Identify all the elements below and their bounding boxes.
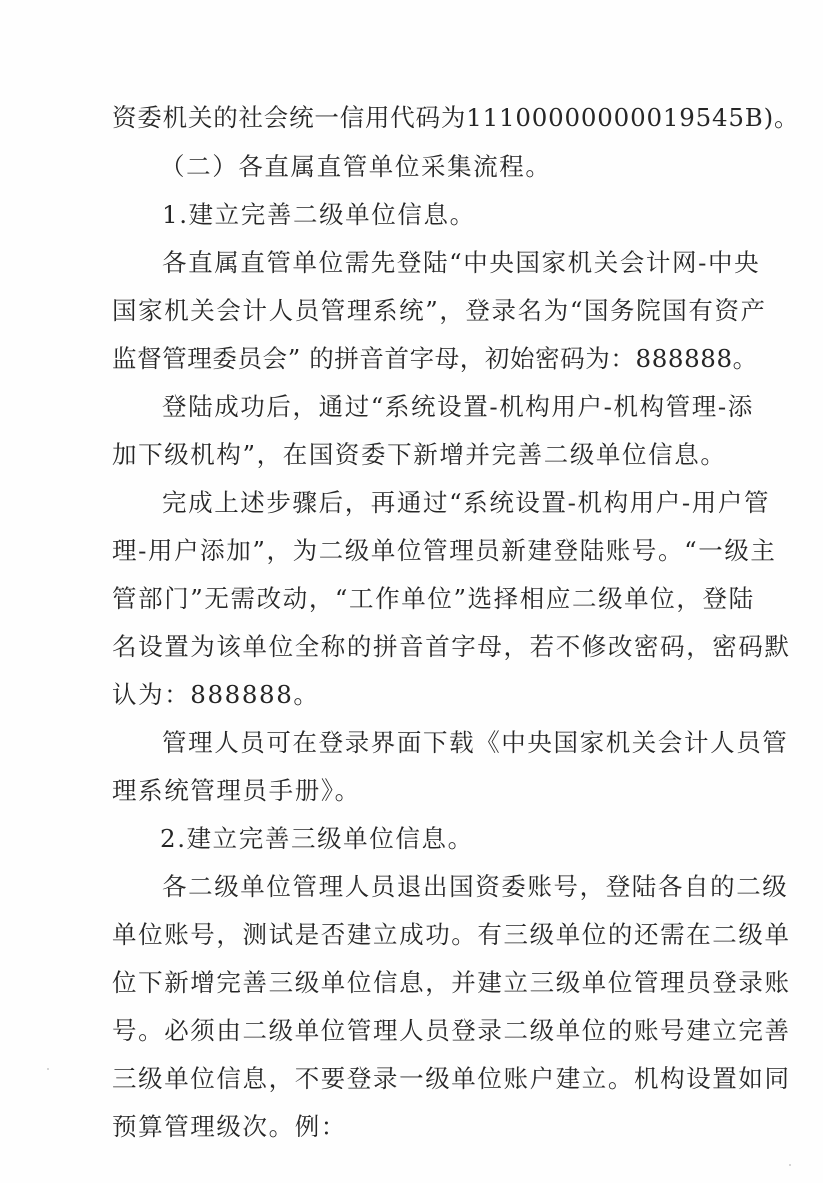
paragraph-line: 认为：888888。 (112, 680, 320, 709)
subsection-heading: 2.建立完善三级单位信息。 (160, 824, 474, 853)
paragraph-line: 管理人员可在登录界面下载《中央国家机关会计人员管 (162, 728, 789, 757)
section-heading: （二）各直属直管单位采集流程。 (160, 152, 552, 181)
paragraph-line: 国家机关会计人员管理系统”，登录名为“国务院国有资产 (112, 296, 767, 325)
paragraph-line: 三级单位信息，不要登录一级单位账户建立。机构设置如同 (112, 1064, 791, 1093)
paragraph-line: 资委机关的社会统一信用代码为11100000000019545B)。 (112, 103, 800, 132)
paragraph-line: 各直属直管单位需先登陆“中央国家机关会计网-中央 (162, 248, 761, 277)
paragraph-line: 位下新增完善三级单位信息，并建立三级单位管理员登录账 (112, 968, 791, 997)
paragraph-line: 各二级单位管理人员退出国资委账号，登陆各自的二级 (162, 872, 789, 901)
subsection-heading: 1.建立完善二级单位信息。 (162, 200, 476, 229)
paragraph-line: 预算管理级次。例： (112, 1112, 347, 1141)
paragraph-line: 加下级机构”，在国资委下新增并完善二级单位信息。 (112, 440, 727, 469)
paragraph-line: 完成上述步骤后，再通过“系统设置-机构用户-用户管 (162, 488, 771, 517)
scan-speck (47, 1068, 49, 1070)
paragraph-line: 名设置为该单位全称的拼音首字母，若不修改密码，密码默 (112, 632, 791, 661)
paragraph-line: 号。必须由二级单位管理人员登录二级单位的账号建立完善 (112, 1016, 791, 1045)
paragraph-line: 单位账号，测试是否建立成功。有三级单位的还需在二级单 (112, 920, 791, 949)
paragraph-line: 管部门”无需改动，“工作单位”选择相应二级单位，登陆 (112, 584, 755, 613)
paragraph-line: 登陆成功后，通过“系统设置-机构用户-机构管理-添 (162, 392, 754, 421)
paragraph-line: 监督管理委员会” 的拼音首字母，初始密码为：888888。 (112, 344, 758, 373)
scan-speck (789, 1164, 791, 1166)
paragraph-line: 理-用户添加”，为二级单位管理员新建登陆账号。“一级主 (112, 536, 777, 565)
paragraph-line: 理系统管理员手册》。 (112, 776, 361, 805)
